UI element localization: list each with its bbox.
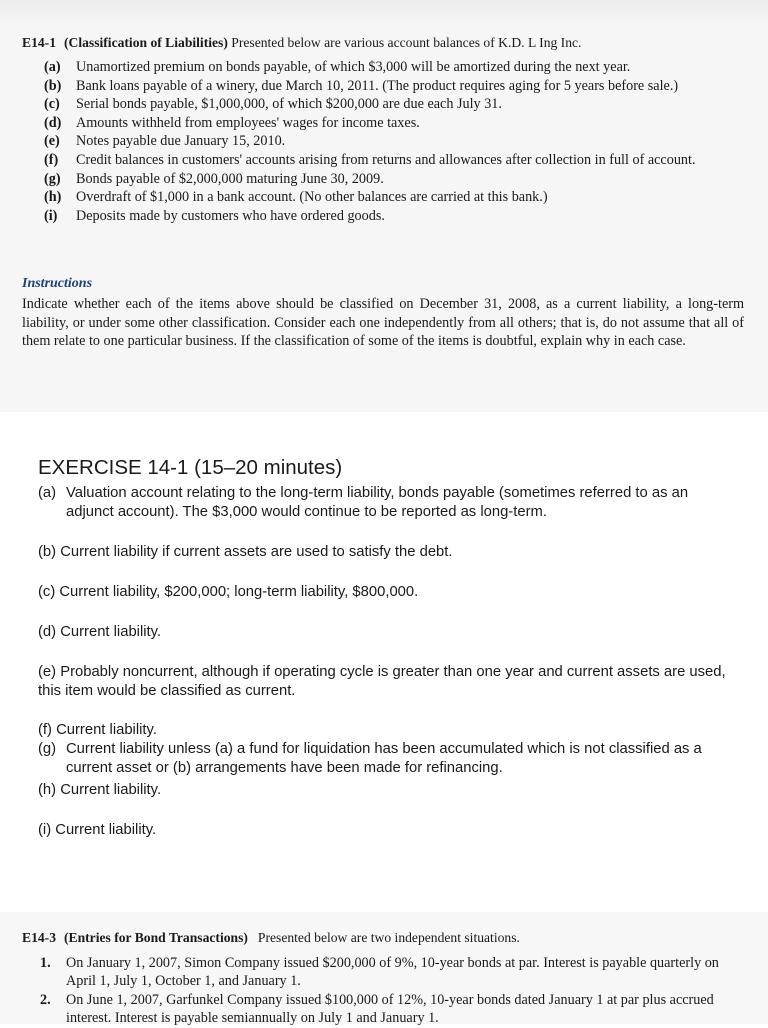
item-text: Credit balances in customers' accounts arising from returns and allowances after collection in full of account.: [76, 151, 696, 168]
item-label: (h): [44, 189, 62, 206]
item-label: 1.: [40, 955, 51, 971]
list-item: [44, 207, 748, 226]
exercise-header: [22, 930, 520, 946]
item-text: Notes payable due January 15, 2010.: [76, 133, 286, 150]
list-item: [44, 132, 748, 151]
exercise-intro: Presented below are various account balances of K.D. L Ing Inc.: [231, 35, 582, 50]
item-text: Serial bonds payable, $1,000,000, of which $200,000 are due each July 31.: [76, 96, 502, 113]
instructions-text: Indicate whether each of the items above should be classified on December 31, 2008, as a current liability, a long-term liability, or under some other classification. Consider each one independently from all others; that is, do not assume that all of them relate to one particular business. If the classification of some of the items is doubtful, explain why in each case.: [22, 296, 744, 350]
answer-label: (g): [38, 741, 57, 757]
list-item: [44, 188, 748, 207]
item-label: 2.: [40, 991, 51, 1008]
exercise-number: E14-3: [22, 930, 56, 945]
item-label: (g): [44, 170, 61, 187]
answer-g: [38, 740, 738, 778]
list-item: [44, 77, 748, 96]
list-item: [44, 58, 748, 77]
item-text: Deposits made by customers who have ordered goods.: [76, 207, 385, 224]
exercise-title: (Classification of Liabilities): [63, 35, 228, 50]
item-label: (a): [44, 59, 61, 75]
exercise-title: (Entries for Bond Transactions): [63, 930, 248, 945]
item-text: Unamortized premium on bonds payable, of which $3,000 will be amortized during the next year.: [76, 59, 631, 75]
item-list: [40, 954, 730, 1028]
list-item: [44, 151, 748, 170]
item-label: (i): [44, 207, 58, 224]
answer-h: (h) Current liability.: [38, 782, 162, 798]
list-item: [40, 954, 730, 991]
list-item: [44, 95, 748, 114]
answer-label: (a): [38, 485, 57, 501]
answer-e: (e) Probably noncurrent, although if operating cycle is greater than one year and current assets are used, this item would be classified as current.: [38, 664, 726, 699]
item-label: (e): [44, 133, 60, 150]
exercise-header: [22, 35, 581, 51]
exercise-e14-3-scan: [0, 912, 768, 1027]
answer-text: Current liability unless (a) a fund for liquidation has been accumulated which is not classified as a current asset or (b) arrangements have been made for refinancing.: [66, 741, 702, 776]
answer-a: [38, 484, 738, 522]
exercise-e14-1-scan: [0, 0, 768, 412]
item-text: Amounts withheld from employees' wages for income taxes.: [76, 114, 420, 131]
answer-c: (c) Current liability, $200,000; long-term liability, $800,000.: [38, 584, 419, 600]
item-text: Bank loans payable of a winery, due March 10, 2011. (The product requires aging for 5 years before sale.): [76, 77, 679, 94]
exercise-intro: Presented below are two independent situations.: [257, 930, 520, 945]
item-text: Bonds payable of $2,000,000 maturing June 30, 2009.: [76, 170, 384, 187]
item-text: On June 1, 2007, Garfunkel Company issued $100,000 of 12%, 10-year bonds dated January 1 at par plus accrued interest. Interest is payable semiannually on July 1 and January 1.: [66, 991, 714, 1027]
item-label: (c): [44, 96, 60, 113]
answer-d: (d) Current liability.: [38, 624, 162, 640]
answer-i: (i) Current liability.: [38, 822, 157, 838]
list-item: [44, 114, 748, 133]
item-label: (d): [44, 114, 62, 131]
item-text: On January 1, 2007, Simon Company issued $200,000 of 9%, 10-year bonds at par. Interest is payable quarterly on April 1, July 1, October 1, and January 1.: [66, 955, 719, 990]
item-text: Overdraft of $1,000 in a bank account. (No other balances are carried at this bank.): [76, 189, 548, 206]
scan-shadow: [0, 0, 768, 26]
list-item: [44, 170, 748, 189]
answer-b: (b) Current liability if current assets are used to satisfy the debt.: [38, 544, 453, 560]
exercise-number: E14-1: [22, 35, 56, 50]
answer-f: (f) Current liability.: [38, 722, 157, 738]
item-label: (f): [44, 151, 59, 168]
list-item: [40, 991, 730, 1028]
answer-text: Valuation account relating to the long-term liability, bonds payable (sometimes referred to as an adjunct account). The $3,000 would continue to be reported as long-term.: [66, 485, 689, 520]
item-list: [44, 58, 748, 225]
item-label: (b): [44, 77, 62, 94]
instructions-heading: Instructions: [22, 276, 93, 291]
solution-title: EXERCISE 14-1 (15–20 minutes): [38, 456, 343, 479]
